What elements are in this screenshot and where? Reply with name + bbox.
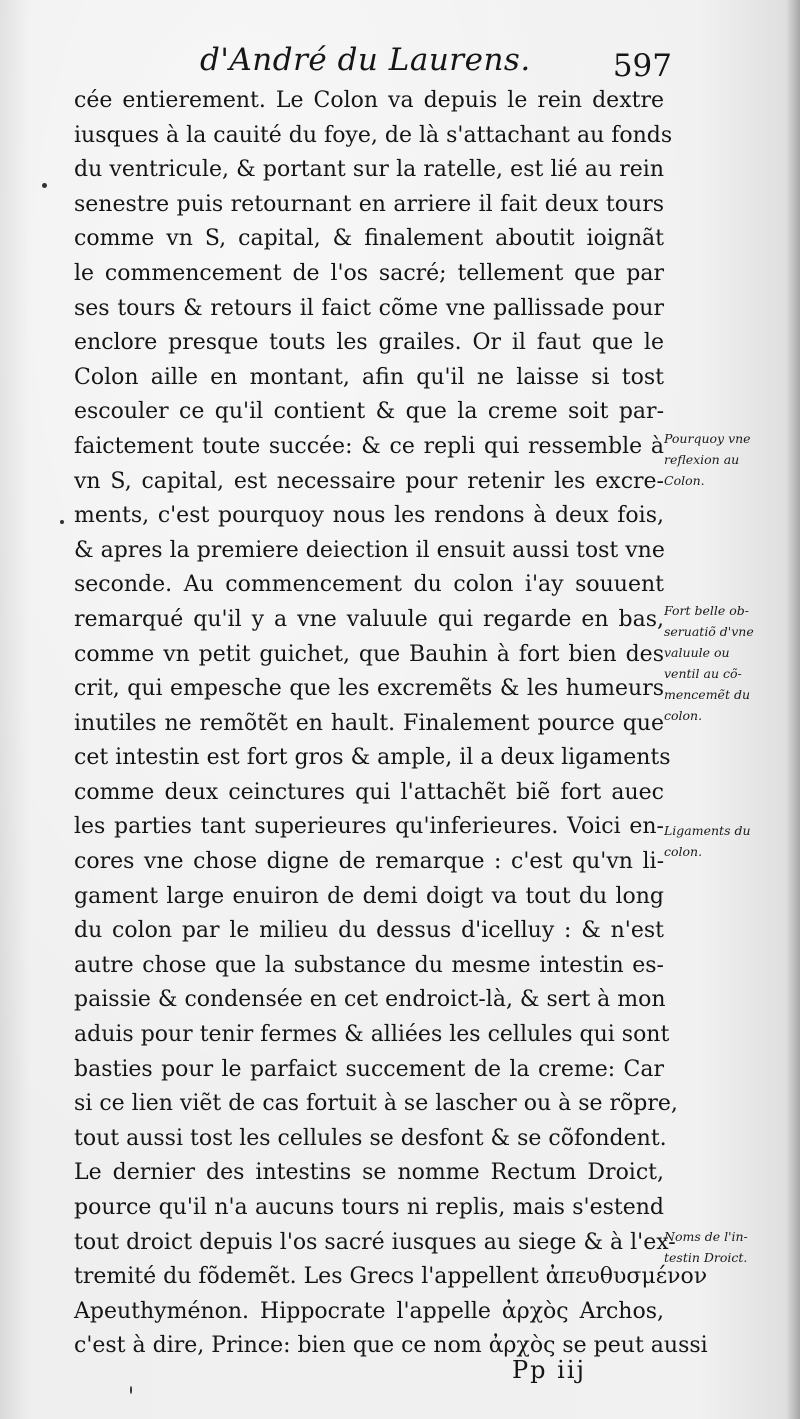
margin-note-line: mencemẽt du	[664, 687, 750, 702]
margin-note-line: Fort belle ob-	[664, 603, 750, 618]
text-line: cores vne chose digne de remarque : c'est qu'vn li-	[74, 849, 664, 875]
text-line: senestre puis retournant en arriere il fait deux tours	[74, 191, 664, 217]
margin-note-line: valuule ou	[664, 645, 730, 660]
text-line: paissie & condensée en cet endroict-là, & sert à mon	[74, 987, 666, 1013]
text-line: autre chose que la substance du mesme intestin es-	[74, 952, 664, 978]
margin-note-line: Noms de l'in-	[664, 1229, 748, 1244]
text-line: comme vn S, capital, & finalement aboutit ioignãt	[74, 226, 664, 252]
text-line: faictement toute succée: & ce repli qui ressemble à	[74, 433, 664, 459]
ink-speck	[130, 1386, 132, 1394]
text-line: comme vn petit guichet, que Bauhin à fort bien des	[74, 641, 664, 667]
text-line: si ce lien viẽt de cas fortuit à se lascher ou à se rõpre,	[74, 1091, 678, 1117]
text-line: escouler ce qu'il contient & que la creme soit par-	[74, 399, 664, 425]
text-line: aduis pour tenir fermes & alliées les cellules qui sont	[74, 1022, 670, 1048]
text-line: cée entierement. Le Colon va depuis le rein dextre	[74, 88, 664, 113]
margin-note-reflexion-colon	[664, 428, 794, 491]
margin-note-line: testin Droict.	[664, 1250, 748, 1265]
text-line: ments, c'est pourquoy nous les rendons à deux fois,	[74, 503, 664, 529]
margin-note-line: colon.	[664, 844, 703, 859]
text-line: Le dernier des intestins se nomme Rectum Droict,	[74, 1160, 664, 1186]
ink-speck	[60, 520, 64, 524]
text-line: pource qu'il n'a aucuns tours ni replis, mais s'estend	[74, 1195, 664, 1220]
text-line: comme deux ceinctures qui l'attachẽt biẽ fort auec	[74, 779, 664, 805]
text-line: basties pour le parfaict succement de la creme: Car	[74, 1056, 664, 1082]
text-line: du ventricule, & portant sur la ratelle, est lié au rein	[74, 157, 664, 183]
text-line: gament large enuiron de demi doigt va tout du long	[74, 883, 664, 909]
text-line: ses tours & retours il faict cõme vne pallissade pour	[74, 295, 664, 321]
page-number: 597	[612, 48, 672, 84]
text-line: seconde. Au commencement du colon i'ay souuent	[74, 572, 664, 598]
text-line: & apres la premiere deiection il ensuit aussi tost vne	[74, 537, 665, 563]
text-line: tremité du fõdemẽt. Les Grecs l'appellent ἀπευθυσμένον	[74, 1264, 708, 1290]
margin-note-valuule	[664, 600, 794, 726]
running-title: d'André du Laurens.	[200, 42, 531, 78]
ink-speck	[42, 183, 47, 188]
text-line: c'est à dire, Prince: bien que ce nom ἀρχὸς se peut aussi	[74, 1333, 708, 1359]
text-line: le commencement de l'os sacré; tellement que par	[74, 260, 664, 286]
text-line: enclore presque touts les grailes. Or il faut que le	[74, 330, 664, 356]
margin-note-line: seruatiõ d'vne	[664, 624, 754, 639]
text-line: crit, qui empesche que les excremẽts & les humeurs	[74, 676, 664, 702]
text-line: inutiles ne remõtẽt en hault. Finalement pource que	[74, 710, 664, 736]
margin-note-line: ventil au cõ-	[664, 666, 742, 681]
text-line: du colon par le milieu du dessus d'icelluy : & n'est	[74, 918, 664, 944]
text-line: remarqué qu'il y a vne valuule qui regarde en bas,	[74, 606, 664, 632]
text-line: tout droict depuis l'os sacré iusques au siege & à l'ex-	[74, 1229, 676, 1255]
text-line: vn S, capital, est necessaire pour retenir les excre-	[74, 468, 664, 494]
text-line: les parties tant superieures qu'inferieures. Voici en-	[74, 814, 664, 840]
margin-note-ligaments	[664, 820, 794, 862]
text-line: Apeuthyménon. Hippocrate l'appelle ἀρχὸς Archos,	[74, 1298, 664, 1324]
margin-note-line: Colon.	[664, 473, 705, 488]
text-line: tout aussi tost les cellules se desfont & se cõfondent.	[74, 1125, 667, 1151]
margin-note-noms-intestin	[664, 1226, 794, 1268]
margin-note-line: Pourquoy vne	[664, 431, 751, 446]
text-line: iusques à la cauité du foye, de là s'attachant au fonds	[74, 122, 673, 148]
signature-mark: Pp iij	[512, 1356, 586, 1384]
margin-note-line: Ligaments du	[664, 823, 751, 838]
margin-note-line: colon.	[664, 708, 703, 723]
text-line: cet intestin est fort gros & ample, il a deux ligaments	[74, 745, 671, 771]
text-line: Colon aille en montant, afin qu'il ne laisse si tost	[74, 364, 664, 390]
margin-note-line: reflexion au	[664, 452, 740, 467]
